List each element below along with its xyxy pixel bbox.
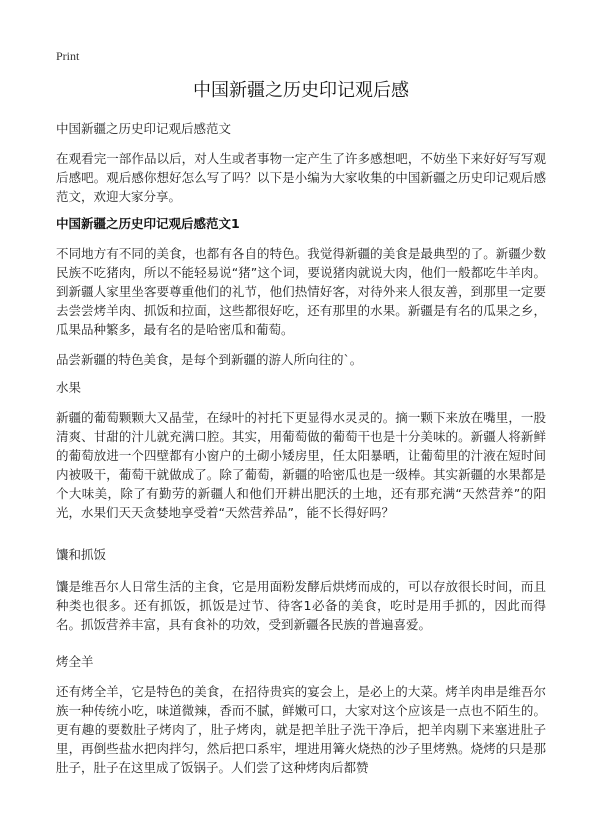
section-title: 中国新疆之历史印记观后感范文1	[56, 216, 240, 231]
paragraph-lamb: 还有烤全羊，它是特色的美食，在招待贵宾的宴会上，是必上的大菜。烤羊肉串是维吾尔族一种传统小吃，味道微辣，香而不腻，鲜嫩可口，大家对这个应该是一点也不陌生的。更有趣的要数肚子烤肉了，肚子烤肉，就是把羊肚子洗干净后，把羊肉剔下来塞进肚子里，再倒些盐水把肉拌匀，然后把口系牢，埋进用篝火烧热的沙子里烤熟。烧烤的只是那肚子，肚子在这里成了饭锅子。人们尝了这种烤肉后都赞	[56, 684, 546, 775]
page-title: 中国新疆之历史印记观后感	[193, 80, 409, 101]
paragraph-food-overview: 不同地方有不同的美食，也都有各自的特色。我觉得新疆的美食是最典型的了。新疆少数民族不吃猪肉，所以不能轻易说“猪”这个词，要说猪肉就说大肉，他们一般都吃牛羊肉。到新疆人家里坐客要尊重他们的礼节，他们热情好客，对待外来人很友善，到那里一定要去尝尝烤羊肉、抓饭和拉面，这些都很好吃，还有那里的水果。新疆是有名的瓜果之乡，瓜果品种繁多，最有名的是哈密瓜和葡萄。	[56, 246, 546, 337]
heading-naan: 馕和抓饭	[56, 547, 107, 562]
paragraph-naan: 馕是维吾尔人日常生活的主食，它是用面粉发酵后烘烤而成的，可以存放很长时间，而且种类也很多。还有抓饭，抓饭是过节、待客1必备的美食，吃时是用手抓的，因此而得名。抓饭营养丰富，具有食补的功效，受到新疆各民族的普遍喜爱。	[56, 579, 546, 632]
paragraph-fruit: 新疆的葡萄颗颗大又晶莹，在绿叶的衬托下更显得水灵灵的。摘一颗下来放在嘴里，一股清爽、甘甜的汁儿就充满口腔。其实，用葡萄做的葡萄干也是十分美味的。新疆人将新鲜的葡萄放进一个四壁都有小窗户的土砌小矮房里，任太阳暴晒，让葡萄里的汁液在短时间内被吸干，葡萄干就做成了。除了葡萄，新疆的哈密瓜也是一级棒。其实新疆的水果都是个大味美，除了有勤劳的新疆人和他们开耕出肥沃的土地，还有那充满“天然营养”的阳光，水果们天天贪婪地享受着“天然营养品”，能不长得好吗？	[56, 410, 546, 520]
heading-lamb: 烤全羊	[56, 654, 94, 669]
heading-fruit: 水果	[56, 380, 82, 395]
print-link[interactable]: Print	[56, 49, 80, 63]
paragraph-food-travel: 品尝新疆的特色美食，是每个到新疆的游人所向往的`。	[56, 352, 363, 367]
intro-paragraph: 在观看完一部作品以后，对人生或者事物一定产生了许多感想吧，不妨坐下来好好写写观后感吧。观后感你想好怎么写了吗？以下是小编为大家收集的中国新疆之历史印记观后感范文，欢迎大家分享。	[56, 151, 546, 204]
article-subtitle: 中国新疆之历史印记观后感范文	[56, 121, 232, 136]
